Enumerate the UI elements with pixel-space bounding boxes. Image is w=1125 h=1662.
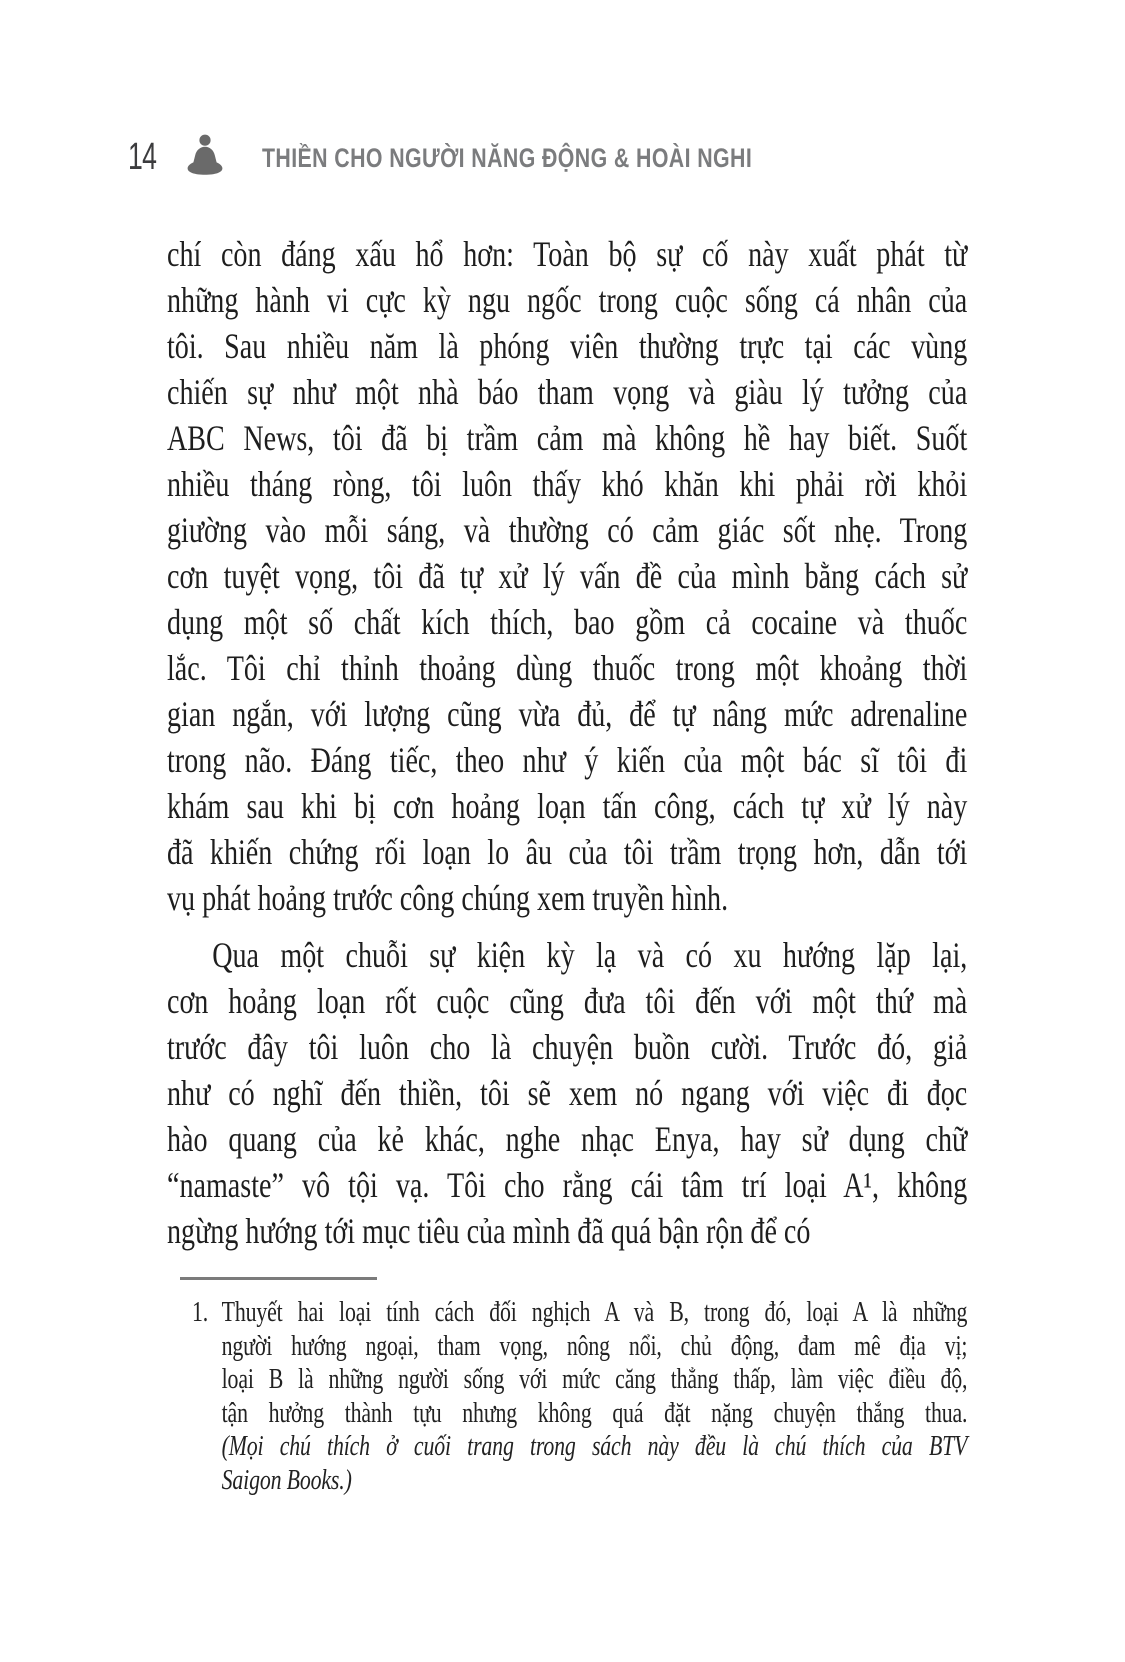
body-text: [167, 231, 967, 1254]
footnote-line: loại B là những người sống với mức căng thẳng thấp, làm việc điều độ,: [221, 1364, 968, 1395]
body-line: lắc. Tôi chỉ thỉnh thoảng dùng thuốc trong một khoảng thời: [167, 648, 968, 688]
body-line: giường vào mỗi sáng, và thường có cảm giác sốt nhẹ. Trong: [167, 510, 968, 550]
body-line: khám sau khi bị cơn hoảng loạn tấn công, cách tự xử lý này: [167, 786, 968, 826]
body-line: cơn tuyệt vọng, tôi đã tự xử lý vấn đề của mình bằng cách sử: [167, 556, 968, 596]
footnote-line: tận hưởng thành tựu nhưng không quá đặt nặng chuyện thắng thua.: [221, 1397, 968, 1429]
footnote-number: 1.: [192, 1297, 209, 1328]
body-line: gian ngắn, với lượng cũng vừa đủ, để tự nâng mức adrenaline: [167, 694, 968, 734]
body-line: Qua một chuỗi sự kiện kỳ lạ và có xu hướng lặp lại,: [212, 935, 968, 975]
running-head-title: THIỀN CHO NGƯỜI NĂNG ĐỘNG & HOÀI NGHI: [262, 143, 753, 173]
footnote-line: Thuyết hai loại tính cách đối nghịch A và B, trong đó, loại A là những: [221, 1297, 968, 1328]
footnote-lines-container: [222, 1296, 968, 1497]
body-line: ngừng hướng tới mục tiêu của mình đã quá bận rộn để có: [167, 1211, 811, 1251]
footnote-divider: [180, 1277, 377, 1280]
body-line: vụ phát hoảng trước công chúng xem truyền hình.: [167, 878, 729, 918]
paragraphs-container: [167, 231, 967, 1254]
paragraph: [167, 932, 967, 1254]
body-line: “namaste” vô tội vạ. Tôi cho rằng cái tâm trí loại A¹, không: [167, 1165, 968, 1205]
body-line: chiến sự như một nhà báo tham vọng và giàu lý tưởng của: [167, 372, 968, 412]
body-line: đã khiến chứng rối loạn lo âu của tôi trầm trọng hơn, dẫn tới: [167, 832, 968, 872]
body-line: ABC News, tôi đã bị trầm cảm mà không hề hay biết. Suốt: [167, 418, 968, 458]
body-line: như có nghĩ đến thiền, tôi sẽ xem nó ngang với việc đi đọc: [167, 1073, 968, 1113]
meditating-person-icon: [180, 133, 230, 185]
footnote-line: (Mọi chú thích ở cuối trang trong sách này đều là chú thích của BTV: [221, 1431, 968, 1462]
body-line: trước đây tôi luôn cho là chuyện buồn cười. Trước đó, giả: [167, 1027, 968, 1067]
body-line: tôi. Sau nhiều năm là phóng viên thường trực tại các vùng: [167, 326, 968, 366]
footnote-line: Saigon Books.): [221, 1464, 352, 1496]
footnote: [192, 1296, 967, 1497]
page-number: 14: [128, 136, 157, 178]
body-line: trong não. Đáng tiếc, theo như ý kiến của một bác sĩ tôi đi: [167, 740, 968, 780]
body-line: nhiều tháng ròng, tôi luôn thấy khó khăn khi phải rời khỏi: [167, 464, 968, 504]
body-line: cơn hoảng loạn rốt cuộc cũng đưa tôi đến với một thứ mà: [167, 981, 968, 1021]
body-line: dụng một số chất kích thích, bao gồm cả cocaine và thuốc: [167, 602, 968, 642]
body-line: hào quang của kẻ khác, nghe nhạc Enya, hay sử dụng chữ: [167, 1119, 968, 1159]
body-line: những hành vi cực kỳ ngu ngốc trong cuộc sống cá nhân của: [167, 280, 968, 320]
footnote-line: người hướng ngoại, tham vọng, nông nổi, chủ động, đam mê địa vị;: [221, 1330, 968, 1362]
paragraph: [167, 231, 967, 921]
body-line: chí còn đáng xấu hổ hơn: Toàn bộ sự cố này xuất phát từ: [167, 234, 968, 274]
